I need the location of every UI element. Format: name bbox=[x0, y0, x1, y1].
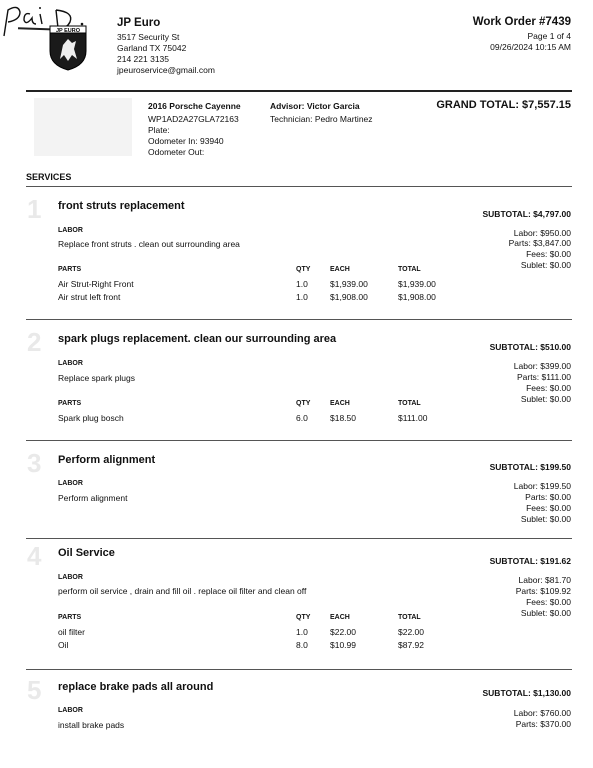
each-col-header: EACH bbox=[330, 400, 350, 407]
summary-labor: Labor: $399.00 bbox=[513, 361, 571, 371]
service-subtotal: SUBTOTAL: $510.00 bbox=[489, 342, 571, 352]
part-name: oil filter bbox=[58, 627, 85, 637]
summary-labor: Labor: $950.00 bbox=[513, 228, 571, 238]
service-title: replace brake pads all around bbox=[58, 681, 214, 693]
summary-fees: Fees: $0.00 bbox=[526, 383, 571, 393]
each-col-header: EACH bbox=[330, 614, 350, 621]
summary-sublet: Sublet: $0.00 bbox=[520, 608, 571, 618]
total-col-header: TOTAL bbox=[398, 614, 421, 621]
shop-logo-shield-icon bbox=[48, 25, 88, 71]
technician: Technician: Pedro Martinez bbox=[270, 114, 373, 124]
summary-parts: Parts: $111.00 bbox=[516, 372, 571, 382]
advisor: Advisor: Victor Garcia bbox=[270, 101, 360, 111]
part-qty: 8.0 bbox=[296, 640, 308, 650]
shop-address-line2: Garland TX 75042 bbox=[117, 43, 187, 53]
part-total: $22.00 bbox=[398, 627, 424, 637]
labor-heading: LABOR bbox=[58, 227, 83, 234]
each-col-header: EACH bbox=[330, 266, 350, 273]
parts-col-header: PARTS bbox=[58, 400, 82, 407]
qty-col-header: QTY bbox=[296, 400, 311, 407]
part-name: Spark plug bosch bbox=[58, 413, 124, 423]
vehicle-name: 2016 Porsche Cayenne bbox=[148, 101, 241, 111]
qty-col-header: QTY bbox=[296, 614, 311, 621]
part-total: $1,908.00 bbox=[398, 292, 436, 302]
service-divider bbox=[26, 538, 572, 539]
summary-labor: Labor: $760.00 bbox=[513, 708, 571, 718]
services-divider bbox=[26, 186, 572, 187]
service-title: spark plugs replacement. clean our surrounding area bbox=[58, 333, 337, 345]
part-each: $18.50 bbox=[330, 413, 356, 423]
part-name: Oil bbox=[58, 640, 69, 650]
vehicle-plate: Plate: bbox=[148, 125, 170, 135]
summary-labor: Labor: $199.50 bbox=[513, 481, 571, 491]
labor-description: install brake pads bbox=[58, 720, 125, 730]
labor-description: Replace spark plugs bbox=[58, 373, 136, 383]
part-each: $22.00 bbox=[330, 627, 356, 637]
total-col-header: TOTAL bbox=[398, 266, 421, 273]
header-divider bbox=[26, 90, 572, 92]
service-number: 5 bbox=[27, 675, 42, 705]
part-each: $1,939.00 bbox=[330, 279, 368, 289]
service-subtotal: SUBTOTAL: $1,130.00 bbox=[482, 688, 571, 698]
summary-parts: Parts: $3,847.00 bbox=[508, 238, 571, 248]
part-qty: 6.0 bbox=[296, 413, 308, 423]
service-subtotal: SUBTOTAL: $191.62 bbox=[489, 556, 571, 566]
summary-parts: Parts: $0.00 bbox=[525, 492, 571, 502]
part-total: $87.92 bbox=[398, 640, 424, 650]
odometer-out: Odometer Out: bbox=[148, 147, 205, 157]
shop-address-line1: 3517 Security St bbox=[117, 32, 180, 42]
service-subtotal: SUBTOTAL: $4,797.00 bbox=[482, 209, 571, 219]
redacted-customer-block bbox=[34, 98, 132, 156]
part-total: $111.00 bbox=[398, 413, 428, 423]
service-number: 2 bbox=[27, 327, 42, 357]
part-each: $10.99 bbox=[330, 640, 356, 650]
svg-text:JP EURO: JP EURO bbox=[55, 28, 81, 34]
services-section-title: SERVICES bbox=[26, 172, 72, 182]
service-divider bbox=[26, 319, 572, 320]
labor-description: Replace front struts . clean out surrounding area bbox=[58, 239, 240, 249]
service-number: 4 bbox=[27, 541, 42, 571]
part-qty: 1.0 bbox=[296, 627, 308, 637]
part-qty: 1.0 bbox=[296, 292, 308, 302]
summary-labor: Labor: $81.70 bbox=[518, 575, 571, 585]
parts-col-header: PARTS bbox=[58, 266, 82, 273]
part-each: $1,908.00 bbox=[330, 292, 368, 302]
shop-email: jpeuroservice@gmail.com bbox=[117, 65, 215, 75]
part-name: Air strut left front bbox=[58, 292, 121, 302]
work-order-title: Work Order #7439 bbox=[472, 16, 571, 28]
grand-total: GRAND TOTAL: $7,557.15 bbox=[436, 99, 571, 111]
odometer-in: Odometer In: 93940 bbox=[148, 136, 224, 146]
labor-heading: LABOR bbox=[58, 480, 83, 487]
labor-description: Perform alignment bbox=[58, 493, 128, 503]
service-divider bbox=[26, 440, 572, 441]
summary-sublet: Sublet: $0.00 bbox=[520, 260, 571, 270]
work-order-datetime: 09/26/2024 10:15 AM bbox=[490, 42, 571, 52]
parts-col-header: PARTS bbox=[58, 614, 82, 621]
part-qty: 1.0 bbox=[296, 279, 308, 289]
labor-heading: LABOR bbox=[58, 574, 83, 581]
part-name: Air Strut-Right Front bbox=[58, 279, 134, 289]
service-title: Oil Service bbox=[58, 547, 115, 559]
summary-sublet: Sublet: $0.00 bbox=[520, 514, 571, 524]
summary-parts: Parts: $109.92 bbox=[515, 586, 571, 596]
summary-parts: Parts: $370.00 bbox=[515, 719, 571, 729]
service-divider bbox=[26, 669, 572, 670]
qty-col-header: QTY bbox=[296, 266, 311, 273]
service-title: Perform alignment bbox=[58, 454, 156, 466]
service-number: 3 bbox=[27, 448, 42, 478]
summary-fees: Fees: $0.00 bbox=[526, 503, 571, 513]
labor-heading: LABOR bbox=[58, 707, 83, 714]
labor-description: perform oil service , drain and fill oil . replace oil filter and clean off bbox=[58, 586, 307, 596]
labor-heading: LABOR bbox=[58, 360, 83, 367]
page-indicator: Page 1 of 4 bbox=[527, 31, 571, 41]
part-total: $1,939.00 bbox=[398, 279, 436, 289]
service-subtotal: SUBTOTAL: $199.50 bbox=[489, 462, 571, 472]
service-number: 1 bbox=[27, 194, 42, 224]
handwritten-note-text: paid. bbox=[0, 0, 3, 1]
shop-phone: 214 221 3135 bbox=[117, 54, 169, 64]
vehicle-vin: WP1AD2A27GLA72163 bbox=[148, 114, 239, 124]
service-title: front struts replacement bbox=[58, 200, 185, 212]
summary-sublet: Sublet: $0.00 bbox=[520, 394, 571, 404]
shop-name: JP Euro bbox=[117, 17, 161, 29]
total-col-header: TOTAL bbox=[398, 400, 421, 407]
summary-fees: Fees: $0.00 bbox=[526, 249, 571, 259]
summary-fees: Fees: $0.00 bbox=[526, 597, 571, 607]
